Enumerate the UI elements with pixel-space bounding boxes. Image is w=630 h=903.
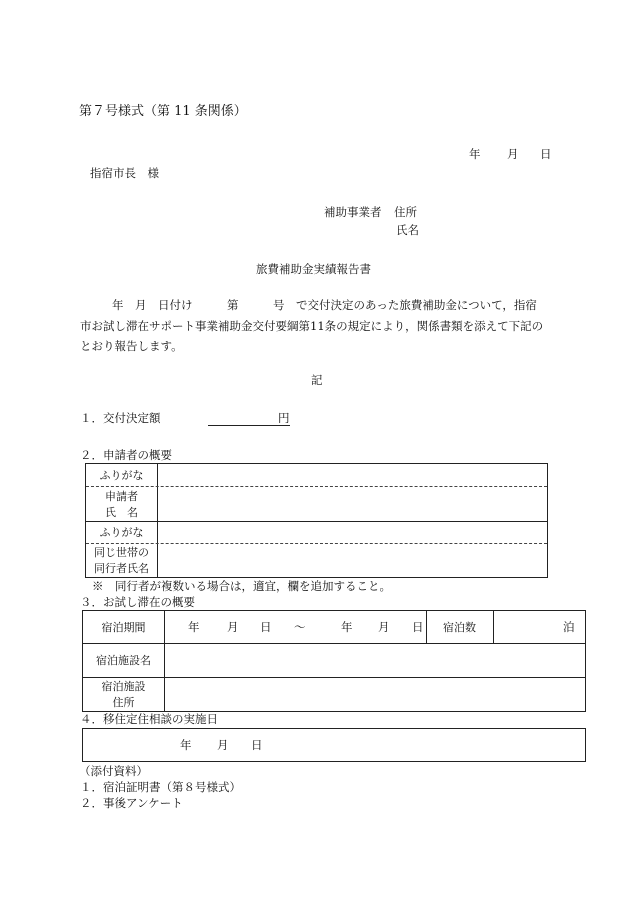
consult-day: 日 xyxy=(251,738,263,752)
facility-name-input[interactable] xyxy=(165,644,585,677)
period-label: 宿泊期間 xyxy=(101,621,146,634)
form-number: 第７号様式（第 11 条関係） xyxy=(79,104,247,119)
date-day: 日 xyxy=(540,147,552,161)
attachments-label: （添付資料） xyxy=(79,764,148,778)
document-title: 旅費補助金実績報告書 xyxy=(256,262,371,276)
body-paragraph xyxy=(80,295,558,357)
applicant-table xyxy=(85,463,548,578)
nights-label: 宿泊数 xyxy=(443,621,476,634)
period-to-day: 日 xyxy=(412,620,424,634)
applicant-name-label: 申請者 氏 名 xyxy=(105,490,138,519)
furigana-label-1: ふりがな xyxy=(99,469,144,482)
section1-label: １．交付決定額 xyxy=(80,411,161,425)
applicant-role-label: 補助事業者 xyxy=(324,205,382,219)
period-from-month: 月 xyxy=(227,620,239,634)
facility-name-label: 宿泊施設名 xyxy=(96,654,151,667)
period-from-year: 年 xyxy=(188,620,200,634)
companion-note: ※ 同行者が複数いる場合は，適宜，欄を追加すること。 xyxy=(92,579,391,593)
applicant-name-input[interactable] xyxy=(158,487,547,521)
furigana-label-2: ふりがな xyxy=(99,526,144,539)
furigana-input-1[interactable] xyxy=(158,464,547,486)
applicant-address-label: 住所 xyxy=(394,205,417,219)
stay-table xyxy=(82,610,586,712)
body-line-3: とおり報告します。 xyxy=(80,339,183,353)
period-to-year: 年 xyxy=(341,620,353,634)
body-line-1: 年 月 日付け 第 号 で交付決定のあった旅費補助金について，指宿 xyxy=(112,298,537,312)
consult-month: 月 xyxy=(217,738,229,752)
date-year: 年 xyxy=(469,147,481,161)
addressee: 指宿市長 様 xyxy=(90,166,159,180)
yen-unit: 円 xyxy=(278,411,290,425)
consult-year: 年 xyxy=(180,738,192,752)
ki-label: 記 xyxy=(311,373,323,387)
companion-name-label: 同じ世帯の 同行者氏名 xyxy=(94,546,149,575)
date-month: 月 xyxy=(507,147,519,161)
period-to-month: 月 xyxy=(378,620,390,634)
attachment-item-1: １．宿泊証明書（第８号様式） xyxy=(80,780,241,794)
consultation-date-box[interactable] xyxy=(82,728,586,762)
period-tilde: ～ xyxy=(294,620,306,634)
section4-label: ４．移住定住相談の実施日 xyxy=(80,712,218,726)
period-from-day: 日 xyxy=(260,620,272,634)
attachment-item-2: ２．事後アンケート xyxy=(80,796,183,810)
section3-label: ３．お試し滞在の概要 xyxy=(80,595,195,609)
facility-address-input[interactable] xyxy=(165,678,585,711)
furigana-input-2[interactable] xyxy=(158,522,547,543)
section2-label: ２．申請者の概要 xyxy=(80,448,172,462)
body-line-2: 市お試し滞在サポート事業補助金交付要綱第11条の規定により，関係書類を添えて下記の xyxy=(80,318,544,333)
companion-name-input[interactable] xyxy=(158,544,547,577)
applicant-name-label: 氏名 xyxy=(396,223,419,237)
facility-address-label: 宿泊施設 住所 xyxy=(101,680,146,709)
nights-unit: 泊 xyxy=(563,620,575,634)
